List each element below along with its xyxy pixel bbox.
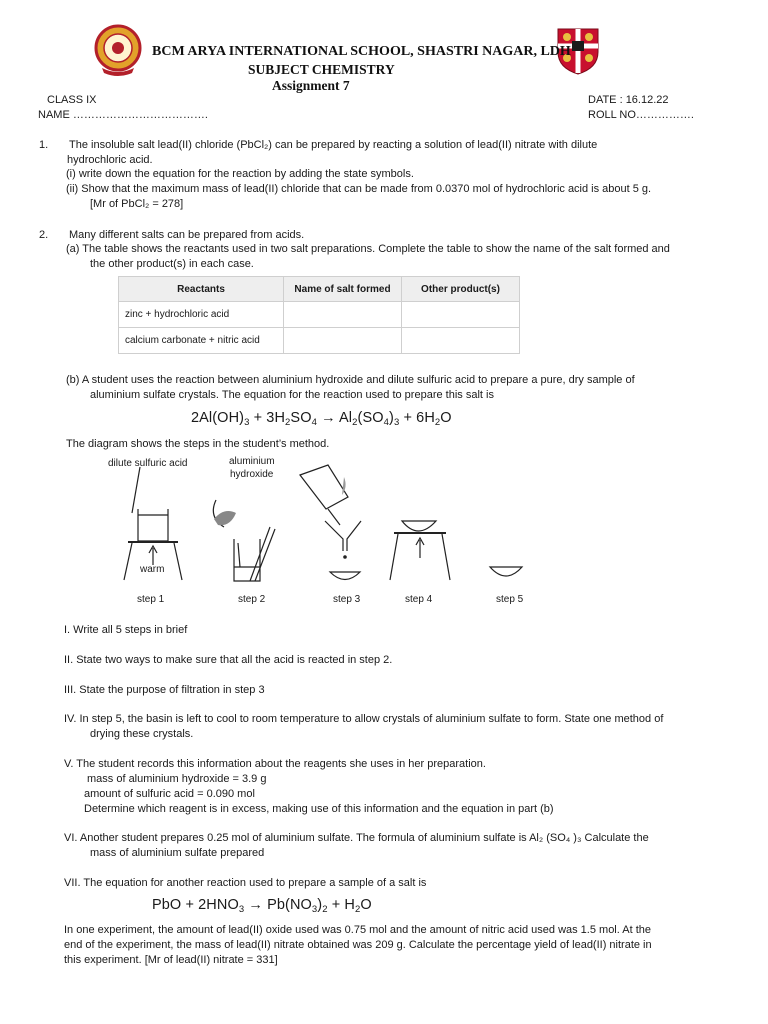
equation-aluminium-sulfate: $2Al(OH)_3 + 3H_2SO_4 \to Al_2(SO_4)_3 + 6H_2O$ <box>191 410 452 428</box>
table-cell-products[interactable] <box>402 302 520 328</box>
name-field-label: NAME ………………………………. <box>38 109 208 121</box>
q1-line1: The insoluble salt lead(II) chloride (PbCl₂) can be prepared by reacting a solution of lead(II) nitrate with dilute <box>69 139 598 151</box>
step-label: step 3 <box>333 594 361 605</box>
diagram-intro: The diagram shows the steps in the student’s method. <box>66 438 330 450</box>
table-row <box>119 302 520 328</box>
step-label: step 2 <box>238 594 266 605</box>
table-cell-reactants: zinc + hydrochloric acid <box>119 302 284 328</box>
step-label: step 1 <box>137 594 165 605</box>
q1-part-ii: (ii) Show that the maximum mass of lead(II) chloride that can be made from 0.0370 mol of hydrochloric acid is about 5 g. <box>66 183 652 195</box>
sub-question-v-line1: V. The student records this information about the reagents she uses in her preparation. <box>64 758 486 770</box>
q1-line2: hydrochloric acid. <box>67 154 153 166</box>
salt-table <box>118 276 520 354</box>
q2-intro: Many different salts can be prepared from acids. <box>69 229 305 241</box>
equation-lead-nitrate: PbO + $2HNO_3 \to Pb(NO_3)_2 + H_2O$ <box>152 897 372 915</box>
table-header-cell: Other product(s) <box>402 277 520 302</box>
date-label: DATE : 16.12.22 <box>588 94 669 106</box>
table-cell-reactants: calcium carbonate + nitric acid <box>119 328 284 354</box>
sub-question-iv-line2: drying these crystals. <box>90 728 194 740</box>
sub-question-v-line4: Determine which reagent is in excess, making use of this information and the equation in part (b) <box>84 803 554 815</box>
q2-a-line1: (a) The table shows the reactants used in two salt preparations. Complete the table to show the name of the salt formed and <box>66 243 670 255</box>
sub-question-vi-line2: mass of aluminium sulfate prepared <box>90 847 265 859</box>
table-header-cell: Reactants <box>119 277 284 302</box>
final-paragraph-line1: In one experiment, the amount of lead(II) oxide used was 0.75 mol and the amount of nitric acid used was 1.5 mol. At the <box>64 924 652 936</box>
class-label: CLASS IX <box>47 94 97 106</box>
table-cell-salt[interactable] <box>284 328 402 354</box>
q2-b-line1: (b) A student uses the reaction between aluminium hydroxide and dilute sulfuric acid to prepare a pure, dry sample of <box>66 374 635 386</box>
school-name: BCM ARYA INTERNATIONAL SCHOOL, SHASTRI NAGAR, LDH <box>152 44 571 59</box>
q1-mr: [Mr of PbCl₂ = 278] <box>90 198 184 210</box>
label-aluminium: aluminium <box>229 456 275 467</box>
step-label: step 5 <box>496 594 524 605</box>
sub-question-v-line2: mass of aluminium hydroxide = 3.9 g <box>87 773 267 785</box>
label-warm: warm <box>140 564 165 575</box>
q2-a-line2: the other product(s) in each case. <box>90 258 254 270</box>
assignment-title: Assignment 7 <box>272 78 350 93</box>
sub-question-vi-line1: VI. Another student prepares 0.25 mol of aluminium sulfate. The formula of aluminium sulfate is Al₂ (SO₄ )₃ Calculate the <box>64 832 649 844</box>
final-paragraph-line2: end of the experiment, the mass of lead(II) nitrate obtained was 209 g. Calculate the percentage yield of lead(II) nitrate in <box>64 939 652 951</box>
method-diagram <box>100 455 540 595</box>
table-header-row <box>119 277 520 302</box>
table-header-cell: Name of salt formed <box>284 277 402 302</box>
sub-question-vii: VII. The equation for another reaction used to prepare a sample of a salt is <box>64 877 427 889</box>
sub-question-iv-line1: IV. In step 5, the basin is left to cool to room temperature to allow crystals of aluminium sulfate to form. State one method of <box>64 713 664 725</box>
label-hydroxide: hydroxide <box>230 469 274 480</box>
school-crest-icon <box>94 24 142 76</box>
table-row <box>119 328 520 354</box>
label-dilute-sulfuric-acid: dilute sulfuric acid <box>108 458 188 469</box>
q2-number: 2. <box>39 229 49 241</box>
table-cell-salt[interactable] <box>284 302 402 328</box>
q2-b-line2: aluminium sulfate crystals. The equation for the reaction used to prepare this salt is <box>90 389 494 401</box>
final-paragraph-line3: this experiment. [Mr of lead(II) nitrate = 331] <box>64 954 278 966</box>
table-cell-products[interactable] <box>402 328 520 354</box>
sub-question-ii: II. State two ways to make sure that all the acid is reacted in step 2. <box>64 654 393 666</box>
step-label: step 4 <box>405 594 433 605</box>
sub-question-iii: III. State the purpose of filtration in step 3 <box>64 684 265 696</box>
q1-part-i: (i) write down the equation for the reaction by adding the state symbols. <box>66 168 414 180</box>
sub-question-i: I. Write all 5 steps in brief <box>64 624 188 636</box>
roll-field-label: ROLL NO……………. <box>588 109 694 121</box>
subject-title: SUBJECT CHEMISTRY <box>248 62 395 77</box>
sub-question-v-line3: amount of sulfuric acid = 0.090 mol <box>84 788 255 800</box>
q1-number: 1. <box>39 139 49 151</box>
